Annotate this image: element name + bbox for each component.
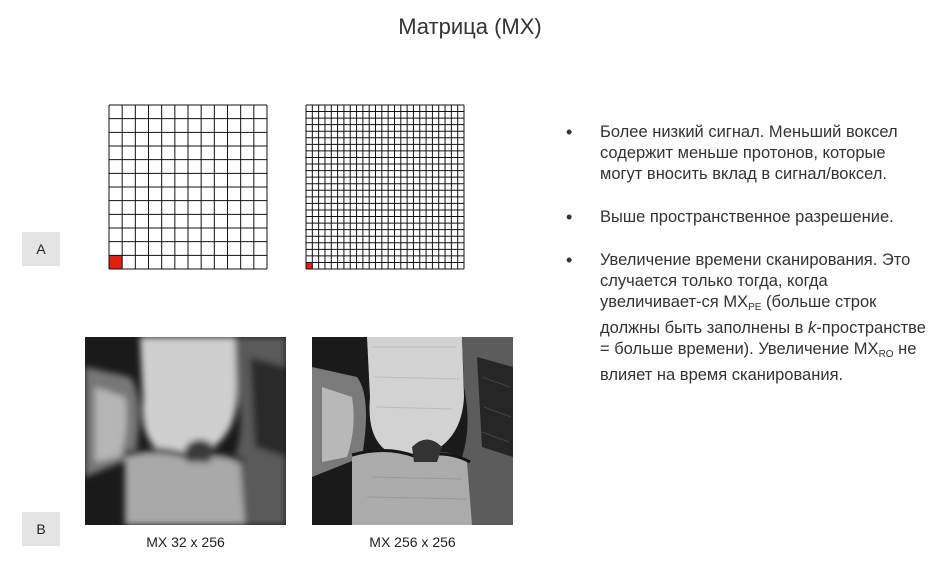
- bullet-item: [566, 250, 926, 386]
- slide-title: Матрица (MX): [398, 14, 542, 39]
- bullet-item: [566, 207, 926, 228]
- coarse-matrix-grid: [108, 104, 268, 270]
- bullet-dot-icon: •: [566, 122, 573, 142]
- label-a: A: [22, 232, 60, 266]
- fine-matrix-grid: [305, 104, 465, 270]
- bullet-dot-icon: •: [566, 250, 573, 270]
- bullet-item: [566, 122, 926, 185]
- highlighted-voxel: [109, 255, 122, 269]
- low-res-caption: MX 32 x 256: [146, 534, 225, 550]
- high-res-caption: MX 256 x 256: [369, 534, 456, 550]
- bullet-text: Более низкий сигнал. Меньший воксел содержит меньше протонов, которые могут вносить вклад в сигнал/воксел.: [600, 123, 898, 183]
- mri-knee-low-res-image: [85, 337, 286, 525]
- bullet-text: Увеличение времени сканирования. Это случается только тогда, когда увеличивает-ся $MX_{PE}$ (больше строк должны быть заполнены в k-пространстве = больше времени). Увеличение $MX_{RO}$ не влияет на время сканирования.: [600, 251, 926, 384]
- highlighted-voxel: [306, 262, 312, 269]
- bullet-dot-icon: •: [566, 207, 573, 227]
- label-b: B: [22, 512, 60, 546]
- bullet-list: [566, 122, 926, 408]
- bullet-text: Выше пространственное разрешение.: [600, 208, 894, 226]
- mri-knee-high-res-image: [312, 337, 513, 525]
